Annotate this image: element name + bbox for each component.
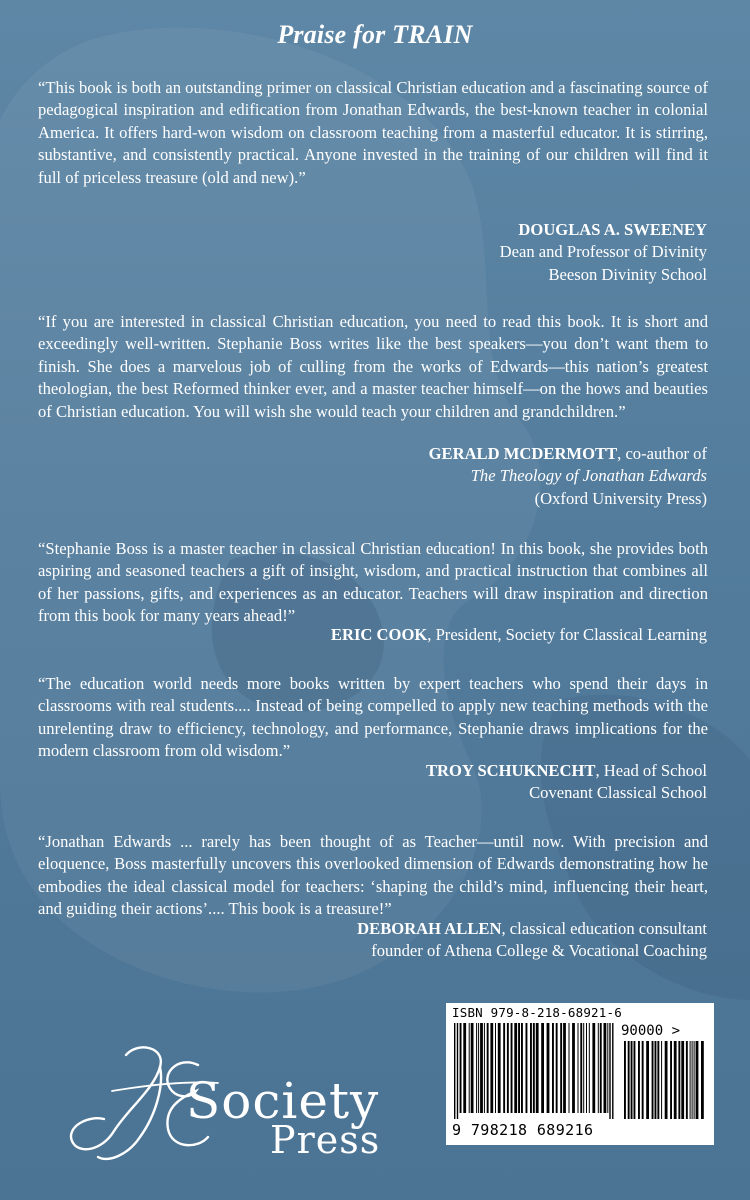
barcode-bar — [476, 1023, 477, 1113]
barcode-bar — [495, 1023, 496, 1113]
barcode-bar — [598, 1023, 599, 1113]
barcode-bar — [600, 1023, 602, 1113]
barcode-bar — [560, 1023, 562, 1113]
isbn-text: ISBN 979-8-218-68921-6 — [452, 1005, 622, 1020]
barcode-bar — [480, 1023, 483, 1113]
barcode-bar — [484, 1023, 485, 1113]
barcode-bar — [533, 1023, 535, 1113]
barcode-bar — [511, 1023, 513, 1113]
page-title: Praise for TRAIN — [277, 20, 473, 49]
barcode-bar — [612, 1023, 613, 1119]
barcode-bar — [609, 1023, 610, 1119]
endorsement-quote-5: “Jonathan Edwards ... rarely has been thought of as Teacher—until now. With precision and eloquence, Boss masterfully uncovers this overlooked dimension of Edwards demonstrating how he embodies the ideal classical model for teachers: ‘shaping the child’s mind, influencing their heart, and guiding their actions’.... This book is a treasure!” — [38, 832, 708, 919]
barcode-bar — [518, 1023, 520, 1113]
endorser-name-4: TROY SCHUKNECHT — [425, 761, 596, 780]
endorser-name-5: DEBORAH ALLEN — [357, 919, 502, 938]
endorsement-quote-3: “Stephanie Boss is a master teacher in classical Christian education! In this book, she provides both aspiring and seasoned teachers a gift of insight, wisdom, and practical instruction that combines all of her passions, gifts, and experiences as an educator. Teachers will draw inspiration and direction from this book for many years ahead!” — [38, 539, 708, 626]
endorsement-quote-2: “If you are interested in classical Christian education, you need to read this book. It is short and exceedingly well-written. Stephanie Boss writes like the best speakers—you don’t want them to finish. She does a marvelous job of culling from the works of Edwards—this nation’s greatest theologian, the best Reformed thinker ever, and a master teacher himself—on the hows and beauties of Christian education. You will wish she would teach your children and grandchildren.” — [38, 312, 708, 421]
publisher-name-society: Society — [186, 1072, 380, 1130]
endorsement-attribution-4 — [147, 760, 707, 805]
price-code-digits: 90000 — [621, 1023, 664, 1039]
barcode-bar — [563, 1023, 566, 1113]
barcode-bar — [530, 1023, 532, 1113]
barcode-bar — [463, 1023, 466, 1113]
barcode-bar — [541, 1023, 544, 1113]
barcode-bar — [657, 1041, 659, 1119]
barcode-bar — [638, 1041, 640, 1119]
barcode-bar — [634, 1041, 636, 1119]
barcode-bar — [503, 1023, 505, 1113]
barcode-bar — [670, 1041, 672, 1119]
barcode-bar — [569, 1023, 570, 1113]
barcode-bar — [478, 1023, 479, 1113]
publisher-name-press: Press — [270, 1118, 381, 1162]
barcode-bar — [572, 1023, 575, 1113]
barcode-bar — [628, 1041, 630, 1119]
barcode-bar — [469, 1023, 470, 1113]
barcode-bar — [521, 1023, 523, 1113]
barcode-bar — [556, 1023, 558, 1113]
barcode-bar — [507, 1023, 509, 1113]
barcode-bar — [655, 1041, 657, 1119]
barcode-bar — [471, 1023, 474, 1113]
barcode-bar — [526, 1023, 528, 1113]
endorser-role-5: , classical education consultant — [501, 919, 707, 938]
isbn-barcode — [446, 1003, 714, 1145]
barcode-bar — [661, 1041, 662, 1119]
endorser-publisher-2: (Oxford University Press) — [534, 488, 707, 508]
barcode-bar — [701, 1041, 704, 1119]
price-arrow: > — [671, 1023, 681, 1039]
barcode-bar — [490, 1023, 493, 1113]
barcode-addon-bars — [624, 1041, 708, 1121]
endorsement-attribution-2 — [147, 443, 707, 510]
barcode-bar — [589, 1023, 590, 1113]
barcode-bar — [457, 1023, 458, 1119]
ean-digits: 9 798218 689216 — [452, 1121, 594, 1139]
barcode-bar — [498, 1023, 501, 1113]
barcode-bar — [631, 1041, 633, 1119]
barcode-bar — [696, 1041, 699, 1119]
barcode-bar — [514, 1023, 517, 1113]
barcode-bar — [580, 1023, 582, 1113]
endorser-name-3: ERIC COOK — [330, 625, 428, 644]
barcode-bar — [547, 1023, 550, 1113]
endorser-name-1: DOUGLAS A. SWEENEY — [518, 220, 707, 239]
barcode-bar — [454, 1023, 455, 1119]
endorser-role-2: , co-author of — [617, 444, 707, 463]
endorser-affiliation-5: founder of Athena College & Vocational Coaching — [371, 941, 707, 961]
barcode-bar — [624, 1041, 626, 1119]
barcode-bar — [607, 1023, 608, 1113]
barcode-bar — [642, 1041, 644, 1119]
barcode-bar — [686, 1041, 688, 1119]
barcode-bar — [578, 1023, 579, 1113]
barcode-bar — [583, 1023, 584, 1113]
endorser-affiliation-4: Covenant Classical School — [529, 783, 707, 803]
endorsement-attribution-5 — [147, 918, 707, 963]
barcode-bar — [604, 1023, 607, 1113]
endorsement-attribution-1 — [147, 219, 707, 286]
endorser-role-4: , Head of School — [595, 761, 707, 780]
endorser-title-1: Dean and Professor of Divinity — [499, 242, 707, 262]
barcode-bar — [646, 1041, 649, 1119]
endorser-affiliation-1: Beeson Divinity School — [548, 264, 707, 284]
endorsement-quote-1: “This book is both an outstanding primer on classical Christian education and a fascinating source of pedagogical inspiration and edification from Jonathan Edwards, the best-known teacher in colonial America. It offers hard-won wisdom on classroom teaching from a masterful educator. It is stirring, substantive, and consistently practical. Anyone invested in the training of our children will find it full of priceless treasure (old and new).” — [38, 78, 708, 187]
price-code — [621, 1023, 680, 1039]
barcode-bar — [694, 1041, 695, 1119]
endorser-role-3: , President, Society for Classical Learning — [427, 625, 707, 644]
barcode-bar — [586, 1023, 587, 1113]
barcode-bar — [552, 1023, 554, 1113]
barcode-bar — [652, 1041, 654, 1119]
barcode-bar — [460, 1023, 462, 1113]
barcode-bars — [454, 1023, 614, 1121]
barcode-bar — [690, 1041, 691, 1119]
endorsement-attribution-3 — [147, 624, 707, 646]
barcode-bar — [692, 1041, 693, 1119]
endorsement-quote-4: “The education world needs more books written by expert teachers who spend their days in classrooms with real students.... Instead of being compelled to apply new teaching methods with the unrelenting draw to efficiency, technology, and performance, Stephanie draws implications for the modern classroom from old wisdom.” — [38, 674, 708, 761]
barcode-bar — [536, 1023, 539, 1113]
endorser-book-title-2: The Theology of Jonathan Edwards — [470, 466, 707, 486]
barcode-bar — [678, 1041, 680, 1119]
barcode-bar — [487, 1023, 489, 1113]
barcode-bar — [674, 1041, 677, 1119]
endorser-name-2: GERALD MCDERMOTT — [428, 444, 618, 463]
barcode-bar — [665, 1041, 668, 1119]
barcode-bar — [681, 1041, 684, 1119]
barcode-bar — [592, 1023, 595, 1113]
